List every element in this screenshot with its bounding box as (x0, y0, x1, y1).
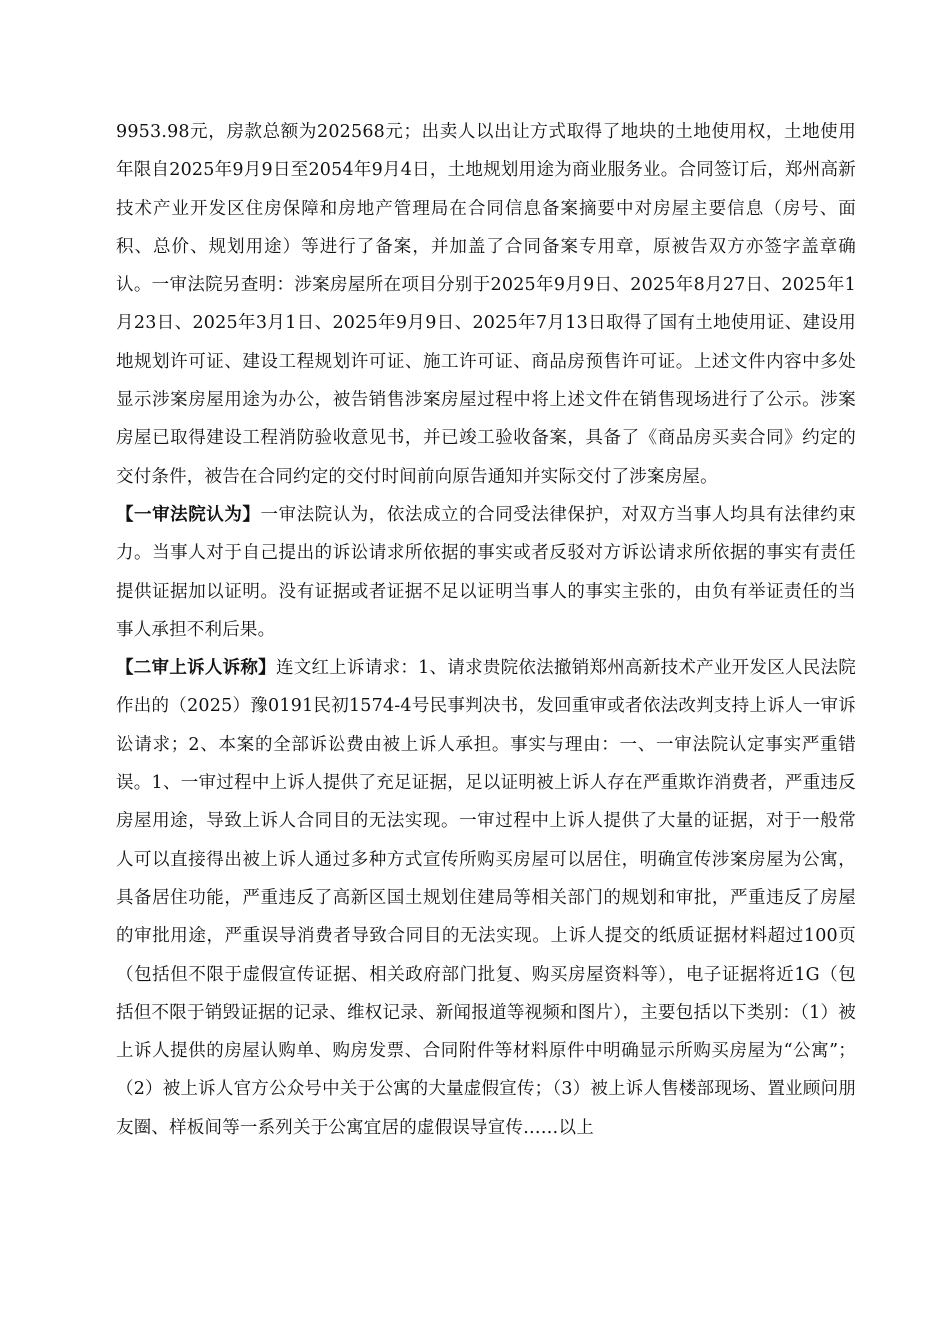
paragraph-appellant-claims-text: 连文红上诉请求：1、请求贵院依法撤销郑州高新技术产业开发区人民法院作出的（2025）豫0191民初1574-4号民事判决书，发回重审或者依法改判支持上诉人一审诉讼请求；2、本案的全部诉讼费由被上诉人承担。事实与理由：一、一审法院认定事实严重错误。1、一审过程中上诉人提供了充足证据，足以证明被上诉人存在严重欺诈消费者，严重违反房屋用途，导致上诉人合同目的无法实现。一审过程中上诉人提供了大量的证据，对于一般常人可以直接得出被上诉人通过多种方式宣传所购买房屋可以居住，明确宣传涉案房屋为公寓，具备居住功能，严重违反了高新区国土规划住建局等相关部门的规划和审批，严重违反了房屋的审批用途，严重误导消费者导致合同目的无法实现。上诉人提交的纸质证据材料超过100页（包括但不限于虚假宣传证据、相关政府部门批复、购买房屋资料等），电子证据将近1G（包括但不限于销毁证据的记录、维权记录、新闻报道等视频和图片），主要包括以下类别：（1）被上诉人提供的房屋认购单、购房发票、合同附件等材料原件中明确显示所购买房屋为“公寓”；（2）被上诉人官方公众号中关于公寓的大量虚假宣传；（3）被上诉人售楼部现场、置业顾问朋友圈、样板间等一系列关于公寓宜居的虚假误导宣传……以上 (116, 658, 856, 1138)
paragraph-first-instance-opinion-text: 一审法院认为，依法成立的合同受法律保护，对双方当事人均具有法律约束力。当事人对于自己提出的诉讼请求所依据的事实或者反驳对方诉讼请求所依据的事实有责任提供证据加以证明。没有证据或者证据不足以证明当事人的事实主张的，由负有举证责任的当事人承担不利后果。 (116, 504, 856, 640)
paragraph-first-instance-opinion (116, 496, 856, 649)
section-heading-appellant-claims: 【二审上诉人诉称】 (116, 658, 276, 679)
section-heading-first-instance-opinion: 【一审法院认为】 (116, 504, 261, 525)
paragraph-facts (116, 113, 856, 496)
paragraph-facts-text: 9953.98元，房款总额为202568元；出卖人以出让方式取得了地块的土地使用权，土地使用年限自2025年9月9日至2054年9月4日，土地规划用途为商业服务业。合同签订后，郑州高新技术产业开发区住房保障和房地产管理局在合同信息备案摘要中对房屋主要信息（房号、面积、总价、规划用途）等进行了备案，并加盖了合同备案专用章，原被告双方亦签字盖章确认。一审法院另查明：涉案房屋所在项目分别于2025年9月9日、2025年8月27日、2025年1月23日、2025年3月1日、2025年9月9日、2025年7月13日取得了国有土地使用证、建设用地规划许可证、建设工程规划许可证、施工许可证、商品房预售许可证。上述文件内容中多处显示涉案房屋用途为办公，被告销售涉案房屋过程中将上述文件在销售现场进行了公示。涉案房屋已取得建设工程消防验收意见书，并已竣工验收备案，具备了《商品房买卖合同》约定的交付条件，被告在合同约定的交付时间前向原告通知并实际交付了涉案房屋。 (116, 122, 856, 487)
paragraph-appellant-claims (116, 649, 856, 1147)
document-body (116, 113, 856, 1147)
